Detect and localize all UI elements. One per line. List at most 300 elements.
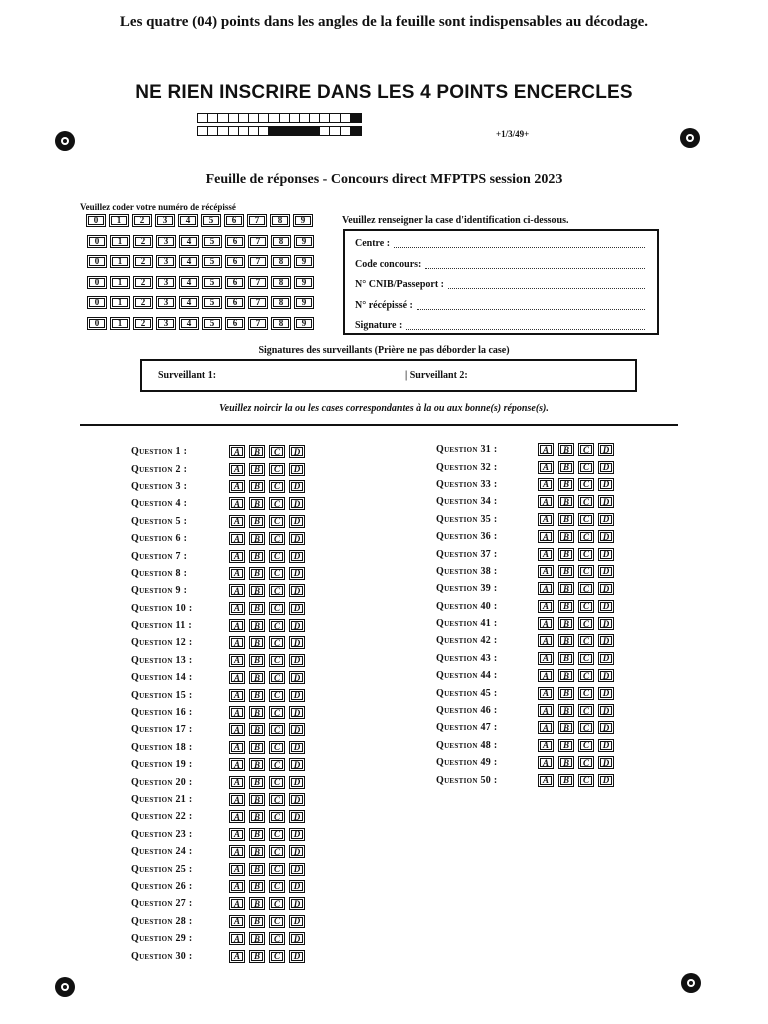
answer-box-b[interactable]: B <box>558 704 574 717</box>
answer-box-b[interactable]: B <box>558 565 574 578</box>
answer-box-d[interactable]: D <box>289 463 305 476</box>
answer-box-c[interactable]: C <box>269 602 285 615</box>
answer-box-a[interactable]: A <box>229 897 245 910</box>
answer-box-a[interactable]: A <box>229 602 245 615</box>
digit-box[interactable]: 9 <box>294 296 314 309</box>
digit-box[interactable]: 0 <box>87 296 107 309</box>
answer-box-c[interactable]: C <box>269 671 285 684</box>
answer-box-c[interactable]: C <box>578 530 594 543</box>
digit-box[interactable]: 6 <box>225 235 245 248</box>
fill-line <box>394 238 645 248</box>
answer-box-a[interactable]: A <box>538 634 554 647</box>
identification-field-label: Code concours: <box>355 258 422 270</box>
digit-row <box>87 276 314 289</box>
digit-box[interactable]: 1 <box>110 317 130 330</box>
answer-box-b[interactable]: B <box>558 443 574 456</box>
answer-box-a[interactable]: A <box>229 776 245 789</box>
answer-box-c[interactable]: C <box>269 932 285 945</box>
answer-box-a[interactable]: A <box>229 741 245 754</box>
answer-box-d[interactable]: D <box>289 602 305 615</box>
answer-box-b[interactable]: B <box>558 495 574 508</box>
answer-box-a[interactable]: A <box>229 671 245 684</box>
fill-line <box>448 279 645 289</box>
answer-box-a[interactable]: A <box>229 689 245 702</box>
digit-box[interactable]: 5 <box>202 317 222 330</box>
answer-box-a[interactable]: A <box>229 845 245 858</box>
question-label: Question 24 : <box>131 846 193 858</box>
answer-box-a[interactable]: A <box>229 636 245 649</box>
question-row <box>436 684 618 701</box>
corner-dot-icon <box>55 977 75 997</box>
answer-box-a[interactable]: A <box>538 687 554 700</box>
digit-box[interactable]: 8 <box>271 296 291 309</box>
digit-box[interactable]: 4 <box>179 255 199 268</box>
answer-box-c[interactable]: C <box>578 687 594 700</box>
answer-box-d[interactable]: D <box>289 863 305 876</box>
digit-box[interactable]: 6 <box>225 296 245 309</box>
answer-box-b[interactable]: B <box>249 758 265 771</box>
question-label: Question 31 : <box>436 444 498 456</box>
answer-box-a[interactable]: A <box>229 880 245 893</box>
answer-box-b[interactable]: B <box>249 863 265 876</box>
digit-box[interactable]: 7 <box>248 276 268 289</box>
answer-box-c[interactable]: C <box>269 880 285 893</box>
answer-box-b[interactable]: B <box>249 515 265 528</box>
answer-box-d[interactable]: D <box>598 774 614 787</box>
answer-box-a[interactable]: A <box>229 758 245 771</box>
answer-box-d[interactable]: D <box>289 810 305 823</box>
answer-box-c[interactable]: C <box>578 721 594 734</box>
answer-box-c[interactable]: C <box>578 704 594 717</box>
question-row <box>131 478 309 495</box>
answer-box-d[interactable]: D <box>598 704 614 717</box>
digit-box[interactable]: 8 <box>271 276 291 289</box>
answer-box-b[interactable]: B <box>558 478 574 491</box>
answer-box-b[interactable]: B <box>249 532 265 545</box>
question-row <box>131 443 309 460</box>
answer-box-b[interactable]: B <box>249 741 265 754</box>
answer-box-c[interactable]: C <box>269 497 285 510</box>
answer-box-d[interactable]: D <box>289 515 305 528</box>
answer-box-c[interactable]: C <box>269 619 285 632</box>
digit-box[interactable]: 3 <box>156 255 176 268</box>
answer-box-b[interactable]: B <box>249 897 265 910</box>
answer-box-c[interactable]: C <box>578 513 594 526</box>
answer-box-b[interactable]: B <box>249 880 265 893</box>
digit-box[interactable]: 3 <box>156 235 176 248</box>
answer-box-b[interactable]: B <box>249 845 265 858</box>
digit-box[interactable]: 8 <box>270 214 290 227</box>
digit-box[interactable]: 9 <box>293 214 313 227</box>
answer-box-c[interactable]: C <box>269 515 285 528</box>
digit-row <box>87 255 314 268</box>
answer-box-b[interactable]: B <box>558 513 574 526</box>
question-row <box>131 739 309 756</box>
answer-box-a[interactable]: A <box>229 584 245 597</box>
answer-box-d[interactable]: D <box>289 793 305 806</box>
answer-box-c[interactable]: C <box>269 532 285 545</box>
fill-line <box>425 259 645 269</box>
answer-box-b[interactable]: B <box>558 548 574 561</box>
question-row <box>131 704 309 721</box>
answer-box-c[interactable]: C <box>578 443 594 456</box>
answer-box-d[interactable]: D <box>289 497 305 510</box>
answer-box-c[interactable]: C <box>269 741 285 754</box>
digit-box[interactable]: 0 <box>87 317 107 330</box>
answer-box-c[interactable]: C <box>269 480 285 493</box>
answer-box-a[interactable]: A <box>538 513 554 526</box>
answer-box-d[interactable]: D <box>289 828 305 841</box>
answer-box-a[interactable]: A <box>229 497 245 510</box>
answer-box-d[interactable]: D <box>598 721 614 734</box>
digit-box[interactable]: 3 <box>156 296 176 309</box>
digit-box[interactable]: 5 <box>202 235 222 248</box>
question-row <box>436 667 618 684</box>
answer-box-d[interactable]: D <box>598 548 614 561</box>
answer-box-d[interactable]: D <box>289 671 305 684</box>
answer-box-b[interactable]: B <box>249 567 265 580</box>
answer-box-c[interactable]: C <box>269 463 285 476</box>
answer-box-b[interactable]: B <box>249 602 265 615</box>
answer-box-a[interactable]: A <box>229 619 245 632</box>
question-row <box>436 580 618 597</box>
answer-box-c[interactable]: C <box>578 617 594 630</box>
answer-box-d[interactable]: D <box>598 600 614 613</box>
answer-box-c[interactable]: C <box>269 915 285 928</box>
answer-box-a[interactable]: A <box>229 810 245 823</box>
answer-box-a[interactable]: A <box>229 532 245 545</box>
answer-box-b[interactable]: B <box>249 584 265 597</box>
answer-box-d[interactable]: D <box>289 706 305 719</box>
digit-box[interactable]: 1 <box>109 214 129 227</box>
answer-box-d[interactable]: D <box>598 739 614 752</box>
answer-box-d[interactable]: D <box>598 582 614 595</box>
answer-box-d[interactable]: D <box>598 617 614 630</box>
answer-box-a[interactable]: A <box>229 915 245 928</box>
answer-box-b[interactable]: B <box>249 950 265 963</box>
digit-box[interactable]: 9 <box>294 317 314 330</box>
answer-box-c[interactable]: C <box>269 793 285 806</box>
answer-box-c[interactable]: C <box>269 863 285 876</box>
answer-box-c[interactable]: C <box>269 689 285 702</box>
answer-box-a[interactable]: A <box>538 617 554 630</box>
answer-box-d[interactable]: D <box>598 687 614 700</box>
answer-box-d[interactable]: D <box>289 654 305 667</box>
answer-box-a[interactable]: A <box>229 950 245 963</box>
digit-box[interactable]: 7 <box>248 296 268 309</box>
answer-box-c[interactable]: C <box>269 445 285 458</box>
answer-box-b[interactable]: B <box>558 739 574 752</box>
supervisors-box <box>140 359 637 392</box>
answer-box-d[interactable]: D <box>289 480 305 493</box>
digit-box[interactable]: 0 <box>87 276 107 289</box>
digit-box[interactable]: 4 <box>178 214 198 227</box>
answer-box-b[interactable]: B <box>558 634 574 647</box>
question-row <box>436 754 618 771</box>
answer-box-b[interactable]: B <box>249 654 265 667</box>
digit-box[interactable]: 6 <box>224 214 244 227</box>
answer-box-b[interactable]: B <box>249 497 265 510</box>
answer-box-b[interactable]: B <box>249 810 265 823</box>
answer-box-a[interactable]: A <box>229 828 245 841</box>
answer-box-b[interactable]: B <box>249 723 265 736</box>
question-row <box>131 843 309 860</box>
answer-box-c[interactable]: C <box>578 565 594 578</box>
answer-box-b[interactable]: B <box>249 828 265 841</box>
answer-box-a[interactable]: A <box>538 756 554 769</box>
answer-box-b[interactable]: B <box>558 582 574 595</box>
answer-box-d[interactable]: D <box>289 932 305 945</box>
answer-box-d[interactable]: D <box>598 478 614 491</box>
question-label: Question 47 : <box>436 722 498 734</box>
answer-box-a[interactable]: A <box>229 654 245 667</box>
answer-box-c[interactable]: C <box>578 652 594 665</box>
digit-box[interactable]: 2 <box>133 255 153 268</box>
answer-box-b[interactable]: B <box>558 652 574 665</box>
question-label: Question 12 : <box>131 637 193 649</box>
answer-box-c[interactable]: C <box>269 584 285 597</box>
answer-box-a[interactable]: A <box>538 443 554 456</box>
answer-box-c[interactable]: C <box>269 897 285 910</box>
digit-box[interactable]: 3 <box>155 214 175 227</box>
answer-box-b[interactable]: B <box>249 932 265 945</box>
answer-box-d[interactable]: D <box>598 565 614 578</box>
answer-box-d[interactable]: D <box>289 584 305 597</box>
answer-box-c[interactable]: C <box>269 845 285 858</box>
digit-box[interactable]: 9 <box>294 255 314 268</box>
digit-box[interactable]: 6 <box>225 317 245 330</box>
digit-box[interactable]: 0 <box>87 235 107 248</box>
answer-box-a[interactable]: A <box>229 463 245 476</box>
answer-box-a[interactable]: A <box>538 530 554 543</box>
answer-box-d[interactable]: D <box>289 915 305 928</box>
digit-box[interactable]: 1 <box>110 276 130 289</box>
digit-box[interactable]: 7 <box>247 214 267 227</box>
answer-box-a[interactable]: A <box>229 863 245 876</box>
answer-box-c[interactable]: C <box>269 723 285 736</box>
answer-box-d[interactable]: D <box>289 567 305 580</box>
question-row <box>131 547 309 564</box>
answer-box-a[interactable]: A <box>538 478 554 491</box>
answer-box-a[interactable]: A <box>229 480 245 493</box>
question-row <box>131 495 309 512</box>
answer-box-a[interactable]: A <box>538 739 554 752</box>
answer-box-d[interactable]: D <box>289 897 305 910</box>
question-label: Question 41 : <box>436 618 498 630</box>
supervisor-1-field[interactable]: Surveillant 1: <box>158 370 217 381</box>
digit-box[interactable]: 4 <box>179 296 199 309</box>
answer-box-a[interactable]: A <box>229 723 245 736</box>
answer-box-c[interactable]: C <box>269 654 285 667</box>
answer-box-b[interactable]: B <box>558 669 574 682</box>
identification-field[interactable] <box>355 279 645 290</box>
answer-box-c[interactable]: C <box>269 706 285 719</box>
digit-box[interactable]: 5 <box>202 255 222 268</box>
answer-box-d[interactable]: D <box>289 723 305 736</box>
answer-box-d[interactable]: D <box>598 461 614 474</box>
answer-box-b[interactable]: B <box>558 617 574 630</box>
digit-box[interactable]: 5 <box>202 276 222 289</box>
answer-box-d[interactable]: D <box>598 495 614 508</box>
digit-box[interactable]: 8 <box>271 255 291 268</box>
answer-box-b[interactable]: B <box>249 619 265 632</box>
answer-box-d[interactable]: D <box>289 532 305 545</box>
answer-box-d[interactable]: D <box>289 689 305 702</box>
answer-box-d[interactable]: D <box>289 636 305 649</box>
answer-box-c[interactable]: C <box>578 600 594 613</box>
question-label: Question 20 : <box>131 776 193 788</box>
answer-box-b[interactable]: B <box>249 915 265 928</box>
answer-box-b[interactable]: B <box>558 756 574 769</box>
answer-box-d[interactable]: D <box>598 652 614 665</box>
question-label: Question 18 : <box>131 741 193 753</box>
answer-box-a[interactable]: A <box>538 669 554 682</box>
digit-box[interactable]: 1 <box>110 255 130 268</box>
question-row <box>131 652 309 669</box>
question-row <box>436 493 618 510</box>
answer-box-c[interactable]: C <box>578 478 594 491</box>
identification-field[interactable] <box>355 238 645 249</box>
answer-box-d[interactable]: D <box>289 950 305 963</box>
answer-box-b[interactable]: B <box>249 689 265 702</box>
answer-box-c[interactable]: C <box>578 461 594 474</box>
answer-box-d[interactable]: D <box>289 776 305 789</box>
answer-box-a[interactable]: A <box>538 774 554 787</box>
answer-box-a[interactable]: A <box>229 445 245 458</box>
answer-box-c[interactable]: C <box>578 495 594 508</box>
answer-box-d[interactable]: D <box>598 756 614 769</box>
answer-box-b[interactable]: B <box>249 793 265 806</box>
answer-box-a[interactable]: A <box>538 600 554 613</box>
digit-box[interactable]: 2 <box>133 276 153 289</box>
answer-box-c[interactable]: C <box>578 669 594 682</box>
answer-box-c[interactable]: C <box>269 950 285 963</box>
digit-box[interactable]: 8 <box>271 235 291 248</box>
question-row <box>131 808 309 825</box>
answer-box-c[interactable]: C <box>269 810 285 823</box>
supervisor-2-field[interactable]: | Surveillant 2: <box>405 370 468 381</box>
identification-field[interactable] <box>355 320 645 331</box>
answer-box-a[interactable]: A <box>538 582 554 595</box>
answer-box-c[interactable]: C <box>578 756 594 769</box>
digit-box[interactable]: 2 <box>132 214 152 227</box>
digit-box[interactable]: 1 <box>110 235 130 248</box>
question-row <box>131 895 309 912</box>
digit-box[interactable]: 9 <box>294 235 314 248</box>
answer-box-d[interactable]: D <box>598 513 614 526</box>
answer-box-d[interactable]: D <box>289 741 305 754</box>
answer-box-b[interactable]: B <box>558 721 574 734</box>
answer-box-d[interactable]: D <box>289 845 305 858</box>
digit-box[interactable]: 9 <box>294 276 314 289</box>
answer-box-b[interactable]: B <box>558 687 574 700</box>
answer-box-a[interactable]: A <box>538 704 554 717</box>
answer-box-c[interactable]: C <box>269 828 285 841</box>
answer-box-c[interactable]: C <box>269 567 285 580</box>
answer-box-a[interactable]: A <box>538 652 554 665</box>
answer-box-b[interactable]: B <box>558 461 574 474</box>
digit-box[interactable]: 2 <box>133 317 153 330</box>
answer-box-a[interactable]: A <box>538 721 554 734</box>
answer-box-b[interactable]: B <box>249 463 265 476</box>
answer-box-c[interactable]: C <box>269 550 285 563</box>
answer-box-c[interactable]: C <box>269 776 285 789</box>
answer-box-c[interactable]: C <box>578 774 594 787</box>
answer-box-c[interactable]: C <box>578 634 594 647</box>
answer-box-c[interactable]: C <box>578 582 594 595</box>
answer-box-c[interactable]: C <box>269 758 285 771</box>
answer-box-a[interactable]: A <box>538 461 554 474</box>
identification-field[interactable] <box>355 300 645 311</box>
answer-box-d[interactable]: D <box>289 619 305 632</box>
digit-box[interactable]: 4 <box>179 276 199 289</box>
answer-box-d[interactable]: D <box>598 530 614 543</box>
answer-box-b[interactable]: B <box>249 636 265 649</box>
digit-box[interactable]: 2 <box>133 235 153 248</box>
identification-field[interactable] <box>355 259 645 270</box>
digit-box[interactable]: 0 <box>86 214 106 227</box>
answer-box-a[interactable]: A <box>538 548 554 561</box>
answer-box-a[interactable]: A <box>538 565 554 578</box>
warning-heading: NE RIEN INSCRIRE DANS LES 4 POINTS ENCERCLES <box>135 82 633 103</box>
answer-box-a[interactable]: A <box>229 793 245 806</box>
answer-box-b[interactable]: B <box>249 445 265 458</box>
answer-box-c[interactable]: C <box>269 636 285 649</box>
answer-box-a[interactable]: A <box>229 932 245 945</box>
digit-box[interactable]: 6 <box>225 255 245 268</box>
question-label: Question 38 : <box>436 565 498 577</box>
digit-box[interactable]: 3 <box>156 317 176 330</box>
answer-box-d[interactable]: D <box>289 880 305 893</box>
answer-box-b[interactable]: B <box>558 774 574 787</box>
digit-box[interactable]: 4 <box>179 235 199 248</box>
digit-box[interactable]: 7 <box>248 317 268 330</box>
digit-box[interactable]: 5 <box>202 296 222 309</box>
digit-box[interactable]: 0 <box>87 255 107 268</box>
answer-box-d[interactable]: D <box>598 634 614 647</box>
answer-box-a[interactable]: A <box>229 567 245 580</box>
answer-box-b[interactable]: B <box>249 480 265 493</box>
answer-box-d[interactable]: D <box>289 758 305 771</box>
answer-box-d[interactable]: D <box>598 669 614 682</box>
question-row <box>131 947 309 964</box>
digit-box[interactable]: 7 <box>248 255 268 268</box>
answer-box-b[interactable]: B <box>249 550 265 563</box>
digit-box[interactable]: 4 <box>179 317 199 330</box>
digit-box[interactable]: 5 <box>201 214 221 227</box>
answer-box-c[interactable]: C <box>578 548 594 561</box>
digit-box[interactable]: 1 <box>110 296 130 309</box>
answer-box-d[interactable]: D <box>289 550 305 563</box>
digit-box[interactable]: 6 <box>225 276 245 289</box>
digit-box[interactable]: 8 <box>271 317 291 330</box>
answer-box-b[interactable]: B <box>558 530 574 543</box>
digit-box[interactable]: 7 <box>248 235 268 248</box>
answer-box-a[interactable]: A <box>229 515 245 528</box>
digit-box[interactable]: 3 <box>156 276 176 289</box>
answer-box-a[interactable]: A <box>229 550 245 563</box>
answer-box-a[interactable]: A <box>538 495 554 508</box>
answer-box-a[interactable]: A <box>229 706 245 719</box>
digit-box[interactable]: 2 <box>133 296 153 309</box>
answer-box-d[interactable]: D <box>289 445 305 458</box>
answer-box-d[interactable]: D <box>598 443 614 456</box>
answer-box-b[interactable]: B <box>249 706 265 719</box>
answer-box-b[interactable]: B <box>249 671 265 684</box>
answer-box-c[interactable]: C <box>578 739 594 752</box>
answer-box-b[interactable]: B <box>249 776 265 789</box>
answer-box-b[interactable]: B <box>558 600 574 613</box>
